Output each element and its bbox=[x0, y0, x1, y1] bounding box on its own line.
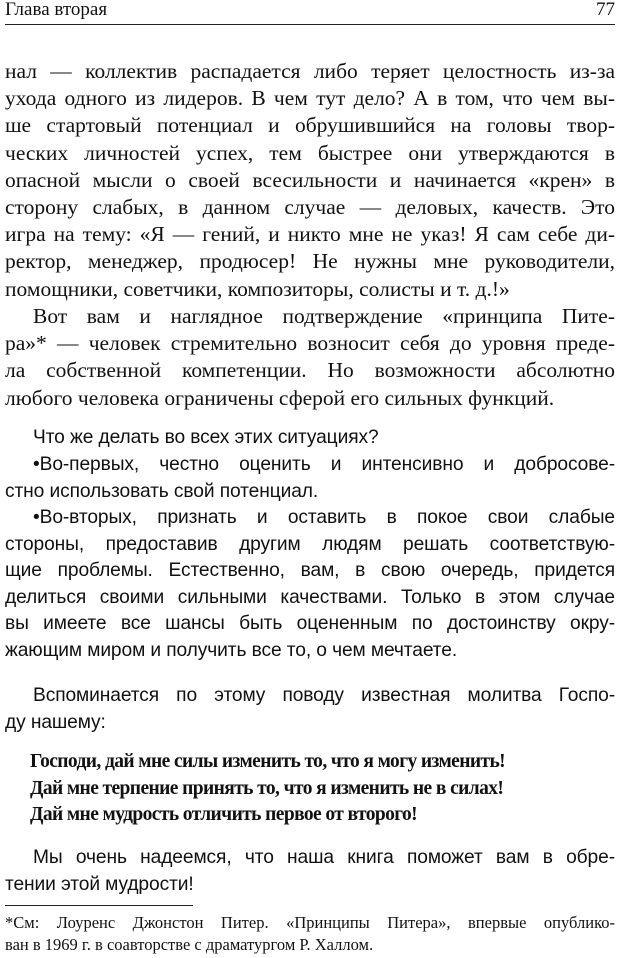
text-line: опасной мысли о своей всесильности и начинается «крен» в bbox=[5, 167, 615, 192]
text-line: игра на тему: «Я — гений, и никто мне не указ! Я сам себе ди- bbox=[5, 222, 615, 247]
text-line: помощники, советчики, композиторы, солисты и т. д.!» bbox=[5, 276, 510, 301]
running-header bbox=[5, 0, 615, 25]
chapter-title: Глава вторая bbox=[5, 0, 108, 20]
bullet-2 bbox=[5, 505, 615, 665]
text-line: Вспоминается по этому поводу известная молитва Госпо- bbox=[33, 685, 615, 706]
text-line: ду нашему: bbox=[5, 711, 106, 733]
text-line: жающим миром и получить все то, о чем мечтаете. bbox=[5, 639, 458, 661]
text-line: стороны, предоставив другим людям решать соответствую- bbox=[5, 533, 615, 555]
text-line: ра»* — человек стремительно возносит себя до уровня преде- bbox=[5, 331, 615, 356]
text-line: сторону слабых, в данном случае — деловых, качеств. Это bbox=[5, 195, 615, 220]
text-line: вы имеете все шансы быть оцененным по достоинству окру- bbox=[5, 613, 615, 635]
text-line: любого человека ограничены сферой его сильных функций. bbox=[5, 385, 555, 410]
footnote-divider bbox=[5, 905, 193, 906]
text-line: ше стартовый потенциал и обрушившийся на головы твор- bbox=[5, 113, 615, 138]
text-line: Что же делать во всех этих ситуациях? bbox=[33, 427, 379, 448]
footnote bbox=[5, 912, 615, 956]
text-line: Вот вам и наглядное подтверждение «принципа Питe- bbox=[33, 304, 615, 328]
text-line: щие проблемы. Естественно, вам, в свою очередь, придется bbox=[5, 560, 615, 582]
bullet-1 bbox=[5, 452, 615, 505]
prayer-line: Дай мне терпение принять то, что я изменить не в силах! bbox=[30, 777, 504, 799]
footnote-line: ван в 1969 г. в соавторстве с драматургом Р. Халлом. bbox=[5, 935, 374, 954]
text-line: стно использовать свой потенциал. bbox=[5, 480, 319, 502]
prayer-block bbox=[30, 749, 610, 829]
page-number: 77 bbox=[596, 0, 615, 20]
prayer-line: Господи, дай мне силы изменить то, что я могу изменить! bbox=[30, 751, 506, 772]
paragraph-2 bbox=[5, 303, 615, 412]
paragraph-3 bbox=[5, 683, 615, 736]
paragraph-4 bbox=[5, 845, 615, 898]
text-line: ректор, менеджер, продюсер! Не нужны мне руководители, bbox=[5, 249, 615, 274]
footnote-line: *См: Лоуренс Джонстон Питер. «Принципы Питера», впервые опублико- bbox=[5, 913, 615, 932]
text-line: Мы очень надеемся, что наша книга поможет вам в обре- bbox=[33, 847, 615, 868]
text-line: ческих личностей успех, тем быстрее они утверждаются в bbox=[5, 140, 615, 165]
paragraph-1 bbox=[5, 58, 615, 303]
question-line bbox=[5, 425, 615, 452]
text-line: тении этой мудрости! bbox=[5, 873, 194, 895]
prayer-line: Дай мне мудрость отличить первое от второго! bbox=[30, 804, 418, 825]
text-line: нал — коллектив распадается либо теряет целостность из-за bbox=[5, 59, 615, 83]
text-line: •Во-первых, честно оценить и интенсивно и добросове- bbox=[33, 454, 615, 475]
text-line: ла собственной компетенции. Но возможности абсолютно bbox=[5, 358, 615, 383]
text-line: •Во-вторых, признать и оставить в покое свои слабые bbox=[33, 507, 615, 528]
text-line: ухода одного из лидеров. В чем тут дело? А в том, что чем вы- bbox=[5, 86, 615, 111]
text-line: делиться своими сильными качествами. Только в этом случае bbox=[5, 586, 615, 608]
